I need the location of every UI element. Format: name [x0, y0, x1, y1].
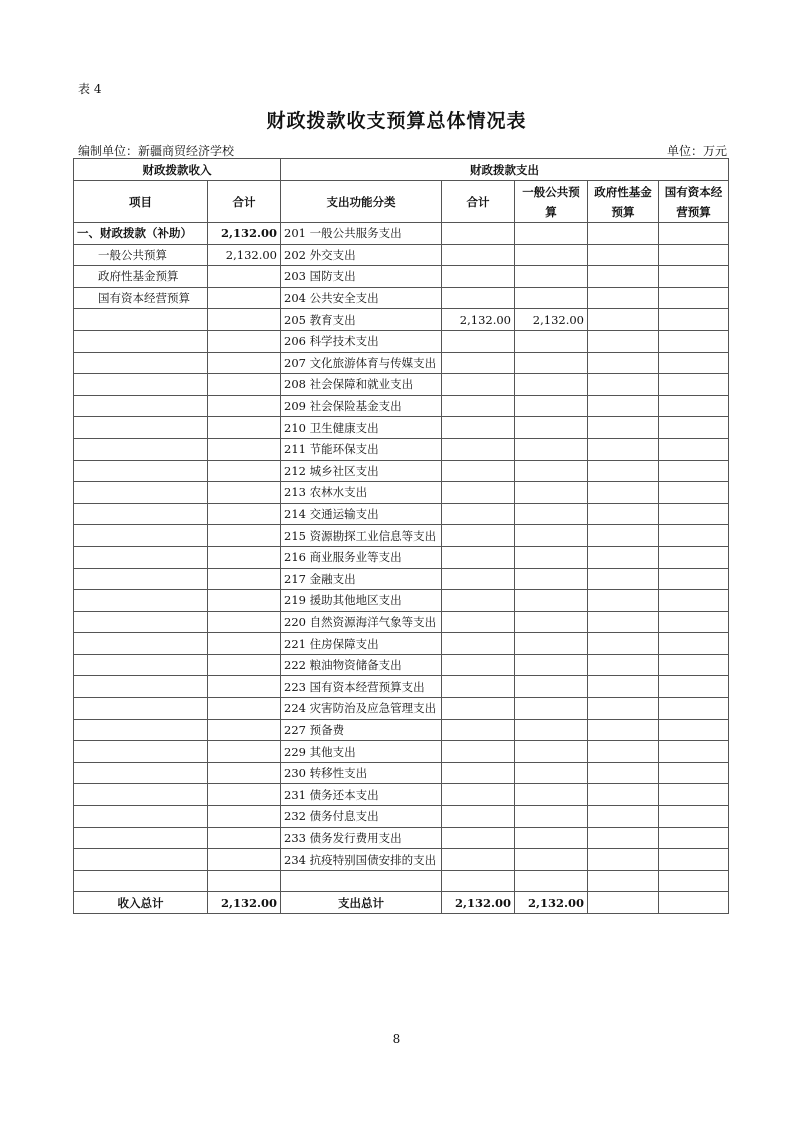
- income-total-cell: [208, 568, 281, 590]
- expense-function-cell: 212 城乡社区支出: [281, 460, 442, 482]
- expense-total-cell: [442, 698, 515, 720]
- state-capital-cell: [659, 352, 729, 374]
- income-item-cell: [74, 525, 208, 547]
- income-total-cell: [208, 806, 281, 828]
- income-item-cell: [74, 309, 208, 331]
- state-capital-total-value: [659, 892, 729, 914]
- gov-fund-cell: [588, 870, 659, 892]
- income-total-cell: [208, 330, 281, 352]
- expense-total-value: 2,132.00: [442, 892, 515, 914]
- income-item-cell: [74, 546, 208, 568]
- gov-fund-cell: [588, 719, 659, 741]
- income-total-cell: [208, 870, 281, 892]
- income-item-cell: [74, 568, 208, 590]
- general-budget-cell: [515, 676, 588, 698]
- income-total-cell: [208, 611, 281, 633]
- state-capital-cell: [659, 330, 729, 352]
- expense-function-cell: 201 一般公共服务支出: [281, 223, 442, 245]
- table-row: [74, 784, 729, 806]
- state-capital-cell: [659, 309, 729, 331]
- income-item-cell: [74, 676, 208, 698]
- col-expense-total-header: 合计: [442, 181, 515, 223]
- income-total-label: 收入总计: [74, 892, 208, 914]
- income-total-cell: [208, 525, 281, 547]
- state-capital-cell: [659, 784, 729, 806]
- income-total-cell: [208, 374, 281, 396]
- expense-function-cell: 232 债务付息支出: [281, 806, 442, 828]
- income-item-cell: [74, 849, 208, 871]
- general-budget-cell: [515, 611, 588, 633]
- expense-function-cell: 204 公共安全支出: [281, 287, 442, 309]
- gov-fund-cell: [588, 417, 659, 439]
- income-total-cell: [208, 719, 281, 741]
- expense-total-label: 支出总计: [281, 892, 442, 914]
- table-row: [74, 590, 729, 612]
- expense-total-cell: [442, 503, 515, 525]
- income-total-cell: [208, 849, 281, 871]
- expense-total-cell: [442, 244, 515, 266]
- expense-total-cell: [442, 417, 515, 439]
- gov-fund-cell: [588, 330, 659, 352]
- gov-fund-cell: [588, 590, 659, 612]
- table-row: [74, 287, 729, 309]
- expense-total-cell: [442, 330, 515, 352]
- state-capital-cell: [659, 223, 729, 245]
- table-row: [74, 546, 729, 568]
- income-item-cell: 政府性基金预算: [74, 266, 208, 288]
- income-total-cell: 2,132.00: [208, 244, 281, 266]
- income-total-cell: [208, 546, 281, 568]
- table-row: [74, 806, 729, 828]
- general-budget-cell: [515, 374, 588, 396]
- income-item-cell: [74, 374, 208, 396]
- expense-total-cell: [442, 287, 515, 309]
- expense-total-cell: [442, 784, 515, 806]
- expense-group-header: 财政拨款支出: [281, 159, 729, 181]
- expense-total-cell: [442, 849, 515, 871]
- state-capital-cell: [659, 806, 729, 828]
- table-row: [74, 611, 729, 633]
- col-function-class-header: 支出功能分类: [281, 181, 442, 223]
- income-item-cell: [74, 352, 208, 374]
- state-capital-cell: [659, 827, 729, 849]
- expense-function-cell: 214 交通运输支出: [281, 503, 442, 525]
- expense-total-cell: [442, 827, 515, 849]
- general-budget-cell: [515, 762, 588, 784]
- state-capital-cell: [659, 482, 729, 504]
- general-budget-cell: [515, 460, 588, 482]
- expense-function-cell: 208 社会保障和就业支出: [281, 374, 442, 396]
- general-budget-cell: [515, 654, 588, 676]
- general-budget-cell: [515, 698, 588, 720]
- state-capital-cell: [659, 460, 729, 482]
- gov-fund-cell: [588, 546, 659, 568]
- expense-function-cell: 211 节能环保支出: [281, 438, 442, 460]
- gov-fund-cell: [588, 395, 659, 417]
- table-row: [74, 849, 729, 871]
- income-item-cell: [74, 741, 208, 763]
- header-group-row: [74, 159, 729, 181]
- expense-function-cell: 229 其他支出: [281, 741, 442, 763]
- gov-fund-cell: [588, 849, 659, 871]
- table-row: [74, 741, 729, 763]
- gov-fund-cell: [588, 741, 659, 763]
- gov-fund-cell: [588, 611, 659, 633]
- income-item-cell: [74, 417, 208, 439]
- state-capital-cell: [659, 676, 729, 698]
- general-budget-cell: [515, 223, 588, 245]
- general-budget-cell: [515, 806, 588, 828]
- table-row: [74, 352, 729, 374]
- gov-fund-cell: [588, 438, 659, 460]
- income-item-cell: 一般公共预算: [74, 244, 208, 266]
- general-budget-cell: [515, 395, 588, 417]
- income-total-cell: [208, 438, 281, 460]
- table-row: [74, 374, 729, 396]
- general-budget-cell: [515, 482, 588, 504]
- state-capital-cell: [659, 438, 729, 460]
- table-row: [74, 503, 729, 525]
- income-total-cell: [208, 287, 281, 309]
- table-row: [74, 568, 729, 590]
- income-total-cell: [208, 654, 281, 676]
- income-item-cell: [74, 395, 208, 417]
- expense-function-cell: 203 国防支出: [281, 266, 442, 288]
- income-total-cell: [208, 633, 281, 655]
- general-budget-cell: [515, 417, 588, 439]
- table-row: [74, 676, 729, 698]
- income-item-cell: [74, 330, 208, 352]
- income-item-cell: [74, 503, 208, 525]
- budget-table: [73, 158, 729, 914]
- gov-fund-cell: [588, 827, 659, 849]
- state-capital-cell: [659, 849, 729, 871]
- col-item-header: 项目: [74, 181, 208, 223]
- income-total-cell: [208, 676, 281, 698]
- income-item-cell: [74, 827, 208, 849]
- income-total-cell: [208, 503, 281, 525]
- expense-function-cell: 221 住房保障支出: [281, 633, 442, 655]
- expense-function-cell: 205 教育支出: [281, 309, 442, 331]
- state-capital-cell: [659, 525, 729, 547]
- gov-fund-cell: [588, 762, 659, 784]
- expense-total-cell: [442, 611, 515, 633]
- income-total-cell: [208, 784, 281, 806]
- expense-function-cell: 222 粮油物资储备支出: [281, 654, 442, 676]
- expense-function-cell: 206 科学技术支出: [281, 330, 442, 352]
- gov-fund-cell: [588, 806, 659, 828]
- table-row: [74, 654, 729, 676]
- general-budget-cell: [515, 244, 588, 266]
- expense-function-cell: 207 文化旅游体育与传媒支出: [281, 352, 442, 374]
- totals-row: [74, 892, 729, 914]
- gov-fund-cell: [588, 654, 659, 676]
- income-total-cell: [208, 266, 281, 288]
- state-capital-cell: [659, 762, 729, 784]
- gov-fund-cell: [588, 633, 659, 655]
- general-budget-cell: [515, 870, 588, 892]
- expense-function-cell: 219 援助其他地区支出: [281, 590, 442, 612]
- expense-function-cell: 202 外交支出: [281, 244, 442, 266]
- state-capital-cell: [659, 654, 729, 676]
- expense-total-cell: [442, 438, 515, 460]
- gov-fund-cell: [588, 266, 659, 288]
- expense-total-cell: [442, 568, 515, 590]
- income-item-cell: [74, 654, 208, 676]
- expense-function-cell: 210 卫生健康支出: [281, 417, 442, 439]
- expense-function-cell: 209 社会保险基金支出: [281, 395, 442, 417]
- gov-fund-cell: [588, 784, 659, 806]
- expense-function-cell: 234 抗疫特别国债安排的支出: [281, 849, 442, 871]
- gov-fund-cell: [588, 503, 659, 525]
- table-row: [74, 525, 729, 547]
- income-item-cell: [74, 438, 208, 460]
- expense-function-cell: 223 国有资本经营预算支出: [281, 676, 442, 698]
- gov-fund-total-value: [588, 892, 659, 914]
- state-capital-cell: [659, 503, 729, 525]
- state-capital-cell: [659, 590, 729, 612]
- table-row: [74, 223, 729, 245]
- income-total-cell: [208, 352, 281, 374]
- general-budget-cell: [515, 287, 588, 309]
- income-item-cell: [74, 762, 208, 784]
- state-capital-cell: [659, 719, 729, 741]
- income-item-cell: [74, 870, 208, 892]
- expense-total-cell: [442, 741, 515, 763]
- income-total-cell: [208, 309, 281, 331]
- table-row: [74, 870, 729, 892]
- expense-total-cell: [442, 870, 515, 892]
- table-row: [74, 330, 729, 352]
- general-budget-cell: [515, 438, 588, 460]
- gov-fund-cell: [588, 482, 659, 504]
- expense-function-cell: 213 农林水支出: [281, 482, 442, 504]
- expense-total-cell: [442, 525, 515, 547]
- income-item-cell: [74, 633, 208, 655]
- table-row: [74, 482, 729, 504]
- general-budget-cell: [515, 546, 588, 568]
- income-total-cell: 2,132.00: [208, 223, 281, 245]
- income-item-cell: 国有资本经营预算: [74, 287, 208, 309]
- money-unit: 单位：万元: [666, 144, 727, 158]
- income-total-cell: [208, 762, 281, 784]
- general-total-value: 2,132.00: [515, 892, 588, 914]
- income-item-cell: [74, 482, 208, 504]
- table-row: [74, 460, 729, 482]
- expense-function-cell: 224 灾害防治及应急管理支出: [281, 698, 442, 720]
- col-general-budget-header: 一般公共预算: [515, 181, 588, 223]
- income-item-cell: [74, 611, 208, 633]
- expense-function-cell: 215 资源勘探工业信息等支出: [281, 525, 442, 547]
- expense-total-cell: [442, 374, 515, 396]
- table-row: [74, 719, 729, 741]
- income-group-header: 财政拨款收入: [74, 159, 281, 181]
- expense-total-cell: [442, 395, 515, 417]
- table-tag: 表 4: [78, 82, 102, 96]
- state-capital-cell: [659, 374, 729, 396]
- expense-total-cell: [442, 266, 515, 288]
- state-capital-cell: [659, 244, 729, 266]
- income-total-cell: [208, 482, 281, 504]
- general-budget-cell: [515, 330, 588, 352]
- table-row: [74, 395, 729, 417]
- gov-fund-cell: [588, 374, 659, 396]
- table-row: [74, 762, 729, 784]
- general-budget-cell: [515, 568, 588, 590]
- general-budget-cell: [515, 719, 588, 741]
- page-number: 8: [392, 1032, 401, 1046]
- state-capital-cell: [659, 698, 729, 720]
- income-total-cell: [208, 395, 281, 417]
- gov-fund-cell: [588, 309, 659, 331]
- income-item-cell: 一、财政拨款（补助）: [74, 223, 208, 245]
- state-capital-cell: [659, 417, 729, 439]
- expense-total-cell: [442, 633, 515, 655]
- table-row: [74, 698, 729, 720]
- income-item-cell: [74, 719, 208, 741]
- expense-function-cell: 216 商业服务业等支出: [281, 546, 442, 568]
- expense-total-cell: [442, 352, 515, 374]
- table-row: [74, 633, 729, 655]
- col-income-total-header: 合计: [208, 181, 281, 223]
- state-capital-cell: [659, 287, 729, 309]
- gov-fund-cell: [588, 244, 659, 266]
- income-total-cell: [208, 741, 281, 763]
- expense-function-cell: 220 自然资源海洋气象等支出: [281, 611, 442, 633]
- gov-fund-cell: [588, 460, 659, 482]
- expense-total-cell: [442, 676, 515, 698]
- table-row: [74, 244, 729, 266]
- expense-total-cell: [442, 460, 515, 482]
- expense-total-cell: [442, 806, 515, 828]
- gov-fund-cell: [588, 676, 659, 698]
- gov-fund-cell: [588, 525, 659, 547]
- expense-function-cell: [281, 870, 442, 892]
- state-capital-cell: [659, 395, 729, 417]
- income-item-cell: [74, 698, 208, 720]
- income-total-cell: [208, 590, 281, 612]
- expense-total-cell: 2,132.00: [442, 309, 515, 331]
- expense-total-cell: [442, 223, 515, 245]
- table-row: [74, 309, 729, 331]
- state-capital-cell: [659, 741, 729, 763]
- general-budget-cell: [515, 827, 588, 849]
- general-budget-cell: [515, 784, 588, 806]
- income-total-cell: [208, 460, 281, 482]
- income-item-cell: [74, 590, 208, 612]
- expense-function-cell: 230 转移性支出: [281, 762, 442, 784]
- general-budget-cell: [515, 525, 588, 547]
- expense-function-cell: 231 债务还本支出: [281, 784, 442, 806]
- state-capital-cell: [659, 611, 729, 633]
- gov-fund-cell: [588, 223, 659, 245]
- income-total-cell: [208, 827, 281, 849]
- general-budget-cell: [515, 633, 588, 655]
- col-gov-fund-header: 政府性基金预算: [588, 181, 659, 223]
- general-budget-cell: [515, 503, 588, 525]
- gov-fund-cell: [588, 568, 659, 590]
- state-capital-cell: [659, 266, 729, 288]
- income-item-cell: [74, 806, 208, 828]
- table-row: [74, 266, 729, 288]
- table-row: [74, 827, 729, 849]
- expense-total-cell: [442, 762, 515, 784]
- general-budget-cell: [515, 352, 588, 374]
- compiling-unit: 编制单位：新疆商贸经济学校: [78, 144, 235, 158]
- expense-total-cell: [442, 482, 515, 504]
- gov-fund-cell: [588, 352, 659, 374]
- col-state-capital-header: 国有资本经营预算: [659, 181, 729, 223]
- expense-total-cell: [442, 590, 515, 612]
- expense-total-cell: [442, 719, 515, 741]
- expense-function-cell: 227 预备费: [281, 719, 442, 741]
- state-capital-cell: [659, 633, 729, 655]
- gov-fund-cell: [588, 698, 659, 720]
- income-total-value: 2,132.00: [208, 892, 281, 914]
- gov-fund-cell: [588, 287, 659, 309]
- expense-function-cell: 233 债务发行费用支出: [281, 827, 442, 849]
- income-total-cell: [208, 698, 281, 720]
- page-title: 财政拨款收支预算总体情况表: [266, 110, 527, 132]
- header-column-row: [74, 181, 729, 223]
- general-budget-cell: 2,132.00: [515, 309, 588, 331]
- state-capital-cell: [659, 546, 729, 568]
- state-capital-cell: [659, 568, 729, 590]
- expense-total-cell: [442, 546, 515, 568]
- expense-total-cell: [442, 654, 515, 676]
- expense-function-cell: 217 金融支出: [281, 568, 442, 590]
- table-row: [74, 438, 729, 460]
- general-budget-cell: [515, 849, 588, 871]
- state-capital-cell: [659, 870, 729, 892]
- income-total-cell: [208, 417, 281, 439]
- general-budget-cell: [515, 590, 588, 612]
- general-budget-cell: [515, 741, 588, 763]
- income-item-cell: [74, 460, 208, 482]
- table-row: [74, 417, 729, 439]
- general-budget-cell: [515, 266, 588, 288]
- income-item-cell: [74, 784, 208, 806]
